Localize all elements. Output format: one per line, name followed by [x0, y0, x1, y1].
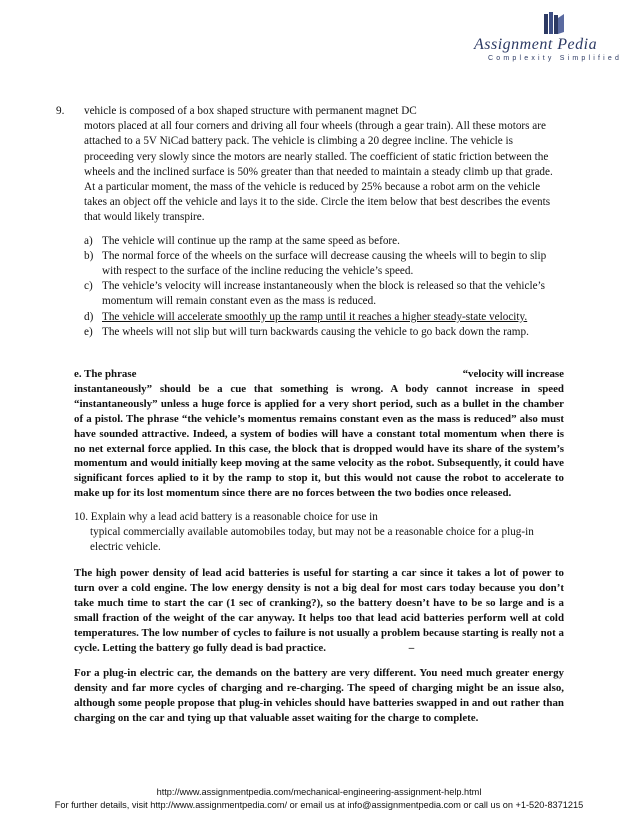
books-logo-icon	[542, 10, 566, 38]
question-9-options	[74, 234, 564, 340]
answer-9	[74, 367, 564, 501]
answer-9-lead: e. The phrase	[74, 368, 137, 380]
footer-url[interactable]: http://www.assignmentpedia.com/mechanical-engineering-assignment-help.html	[156, 787, 482, 797]
option-b: b) The normal force of the wheels on the surface will decrease causing the wheels will to begin to slip with respect to the surface of the incline reducing the vehicle’s speed.	[84, 249, 547, 278]
question-9-body: motors placed at all four corners and driving all four wheels (through a gear train). All these motors are attached to a 5V NiCad battery pack. The vehicle is climbing a 20 degree incline. The vehicle is proceeding very slowly since the motors are nearly stalled. The coefficient of static friction between the wheels and the inclined surface is 50% greater than that needed to maintain a steady climb up that grade. At a particular moment, the mass of the vehicle is reduced by 25% because a robot arm on the vehicle takes an object off the vehicle and lays it to the side. Circle the item below that best describes the events that would likely transpire.	[84, 120, 553, 224]
question-9	[56, 104, 564, 340]
question-10	[74, 510, 564, 556]
logo	[468, 10, 628, 70]
question-9-first-line: vehicle is composed of a box shaped structure with permanent magnet DC	[84, 105, 417, 117]
answer-10-para-2: For a plug-in electric car, the demands on the battery are very different. You need much greater energy density and far more cycles of charging and re-charging. The speed of charging might be an issue also, although some people propose that plug-in vehicles should have batteries swapped in and out rather than charging on the car and tying up that valuable asset waiting for the charge to complete.	[74, 667, 564, 724]
logo-brand: Assignment Pedia	[474, 36, 598, 53]
answer-9-quote: “velocity will increase	[462, 368, 564, 380]
question-9-number: 9.	[56, 105, 65, 117]
answer-9-body: instantaneously” should be a cue that something is wrong. A body cannot increase in speed “instantaneously” unless a huge force is applied for a very short period, such as a bullet in the chamber of a pistol. The phrase “the vehicle’s momentus remains constant even as the mass is reduced” also must have sounded attractive. Indeed, a system of bodies will have a constant total momentum when there is no net external force applied. In this case, the block that is dropped would have its share of the system’s momentum and would initially keep moving at the same velocity as the robot. Subsequently, it could have significant forces aplied to it by the ramp to stop it, but this would not cause the robot to accelerate to make up for its lost momentum since there are no forces between the two bodies once released.	[74, 382, 564, 500]
footer-contact: For further details, visit http://www.assignmentpedia.com/ or email us at info@assignmentpedia.com or call us on +1-520-8371215	[54, 800, 584, 810]
option-a: a) The vehicle will continue up the ramp at the same speed as before.	[84, 234, 400, 247]
answer-10-para-1: The high power density of lead acid batteries is useful for starting a car since it takes a lot of power to turn over a cold engine. The low energy density is not a big deal for most cars today because you don’t take much time to start the car (1 sec of cranking?), so the battery doesn’t have to be so large and is a small fraction of the weight of the car anyway. It helps too that lead acid batteries perform well at cold temperatures. The low number of cycles to failure is not usually a problem because starting is really not a cycle. Letting the battery go fully dead is bad practice. –	[74, 567, 564, 654]
question-10-first-line: 10. Explain why a lead acid battery is a reasonable choice for use in	[74, 511, 378, 523]
option-d: d) The vehicle will accelerate smoothly up the ramp until it reaches a higher steady-state velocity.	[84, 310, 528, 323]
option-c: c) The vehicle’s velocity will increase instantaneously when the block is released so that the vehicle’s momentum will remain constant even as the mass is reduced.	[84, 280, 546, 308]
logo-tagline: Complexity Simplified	[488, 55, 623, 62]
answer-10-dash: –	[408, 641, 415, 654]
option-e: e) The wheels will not slip but will turn backwards causing the vehicle to go back down the ramp.	[84, 325, 529, 338]
question-10-body: typical commercially available automobiles today, but may not be a reasonable choice for a plug-in electric vehicle.	[90, 526, 534, 554]
